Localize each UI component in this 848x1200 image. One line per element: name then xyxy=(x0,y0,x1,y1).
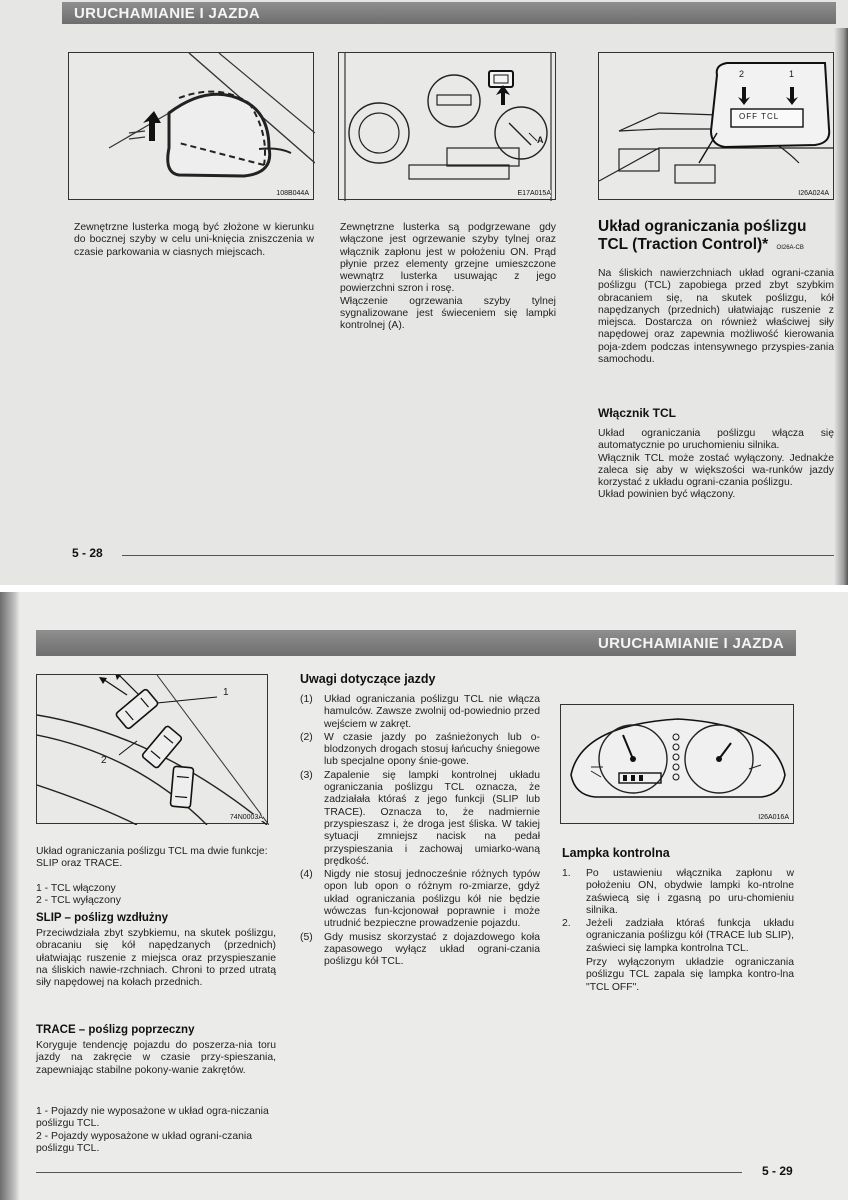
indicator-lamp-list xyxy=(562,868,794,994)
note-number: (4) xyxy=(300,869,313,881)
note-item xyxy=(300,869,540,930)
slip-text xyxy=(36,928,276,989)
label-1: 1 xyxy=(223,687,229,698)
note-text: Gdy musisz skorzystać z dojazdowego koła zapasowego wyłącz układ ograni-czania poślizgu kół TCL. xyxy=(324,931,540,968)
note-number: (2) xyxy=(300,731,313,743)
label-2: 2 xyxy=(101,755,107,766)
figure-folded-mirror xyxy=(68,52,314,200)
paragraph: Zewnętrzne lusterka mogą być złożone w kierunku do bocznej szyby w celu uni-knięcia zniszczenia w czasie parkowania w ciasnych miejscach. xyxy=(74,222,314,258)
paragraph: Koryguje tendencję pojazdu do poszerza-nia toru jazdy na zakręcie w czasie przy-spieszania, zapewniając stabilne pokony-wanie zakrętów. xyxy=(36,1040,276,1076)
list-item: 2 - TCL wyłączony xyxy=(36,894,121,906)
label-1: 1 xyxy=(789,69,795,79)
footer-rule xyxy=(122,555,834,556)
note-item xyxy=(300,694,540,731)
column-2-text xyxy=(340,222,556,333)
subsection-title-driving-notes: Uwagi dotyczące jazdy xyxy=(300,672,436,686)
lamp-item-number: 1. xyxy=(562,868,571,879)
subsection-title-trace: TRACE – poślizg poprzeczny xyxy=(36,1024,195,1036)
trace-text xyxy=(36,1040,276,1077)
footer-rule xyxy=(36,1172,742,1173)
lamp-item-text: Po ustawieniu włącznika zapłonu w położeniu ON, obydwie lampki ko-ntrolne zaświecą się i zgasną po uru-chomieniu silnika. xyxy=(586,868,794,916)
paragraph: Włącznik TCL może zostać wyłączony. Jednakże zaleca się aby w większości wa-runków jazdy korzystać z układu ograni-czania poślizgu. xyxy=(598,452,834,489)
note-item xyxy=(300,932,540,969)
lamp-item-text: Jeżeli zadziała któraś funkcja układu ograniczania poślizgu kół (TRACE lub SLIP), zaświeci się lampka kontrolna TCL. xyxy=(586,918,794,954)
note-number: (3) xyxy=(300,769,313,781)
tcl-switch-label: OFF TCL xyxy=(739,112,780,121)
column-3-sub-text xyxy=(598,428,834,502)
paragraph: Włączenie ogrzewania szyby tylnej sygnalizowane jest świeceniem się lampki kontrolnej (A). xyxy=(340,295,556,332)
trace-list xyxy=(36,1106,276,1155)
note-text: Nigdy nie stosuj jednocześnie różnych typów opon lub opon o różnym ro-zmiarze, gdyż układ ograniczania poślizgu kół nie będzie wówczas fun-kcjonował poprawnie i może utrudnić bezpieczne prowadzenie pojazdu. xyxy=(324,869,540,930)
figure-tcl-switch xyxy=(598,52,834,200)
page-gap xyxy=(0,585,848,592)
note-item xyxy=(300,770,540,868)
list-item: 1 - TCL włączony xyxy=(36,882,116,894)
page-edge-shadow xyxy=(834,28,848,585)
page-number: 5 - 29 xyxy=(762,1164,793,1178)
page-number: 5 - 28 xyxy=(72,546,103,560)
subsection-title-slip: SLIP – poślizg wzdłużny xyxy=(36,912,169,924)
figure-code: 108B044A xyxy=(276,190,309,197)
figure-code: I26A016A xyxy=(758,814,789,821)
column-3-text xyxy=(598,268,834,366)
section-code: OI26A-CB xyxy=(776,245,804,251)
note-text: Układ ograniczania poślizgu TCL nie włącza hamulców. Zawsze zwolnij od-powiednio przed wejściem w zakręt. xyxy=(324,694,540,730)
page-edge-shadow xyxy=(0,592,20,1200)
note-text: W czasie jazdy po zaśnieżonych lub o-blodzonych drogach stosuj łańcuchy śniegowe lub specjalne opony śnie-gowe. xyxy=(324,731,540,768)
section-header-text: URUCHAMIANIE I JAZDA xyxy=(74,4,260,22)
paragraph: Na śliskich nawierzchniach układ ograni-czania poślizgu (TCL) zapobiega przed zbyt szybkim obracaniem się, na skutek poślizgu, kół napędzanych (przednich) ułatwiając ruszenie z miejsca. Dostarcza on również właściwej siły napędowej oraz zapewnia możliwość kierowania poja-zdem podczas intensywnego przyspies-zania samochodu. xyxy=(598,268,834,366)
section-header xyxy=(36,630,796,656)
note-number: (1) xyxy=(300,694,313,705)
driving-notes-list xyxy=(300,694,540,970)
subsection-title-tcl-switch: Włącznik TCL xyxy=(598,406,677,420)
figure-code: I26A024A xyxy=(798,190,829,197)
section-title-tcl xyxy=(598,218,838,257)
figure-instrument-cluster xyxy=(560,704,794,824)
paragraph: Przy wyłączonym układzie ograniczania poślizgu TCL zapala się lampka kontro-lna "TCL OFF". xyxy=(586,957,794,993)
note-text: Zapalenie się lampki kontrolnej układu ograniczania poślizgu TCL oznacza, że zadziałała któraś z jego funkcji (SLIP lub TRACE). Oznacza to, że nadmiernie przyspieszasz i, że droga jest śliska. W takiej sytuacji zmniejsz nacisk na pedał przyspieszania i zachowaj umiarko-waną prędkość. xyxy=(324,769,540,867)
paragraph: Przeciwdziała zbyt szybkiemu, na skutek poślizgu, obracaniu się kół napędzanych (przednich) ułatwiając ruszenie z miejsca oraz przyspieszanie na śliskich nawie-rzchniach. Chroni to przed utratą siły napędowej na kołach przednich. xyxy=(36,928,276,989)
list-item: 2 - Pojazdy wyposażone w układ ograni-czania poślizgu TCL. xyxy=(36,1130,253,1154)
paragraph: Układ ograniczania poślizgu włącza się automatycznie po uruchomieniu silnika. xyxy=(598,428,834,452)
label-a: A xyxy=(537,135,544,145)
label-2: 2 xyxy=(739,69,745,79)
list-item: 1 - Pojazdy nie wyposażone w układ ogra-niczania poślizgu TCL. xyxy=(36,1106,269,1130)
figure-tcl-cornering xyxy=(36,674,268,824)
figure-code: E17A015A xyxy=(517,190,551,197)
lamp-item-number: 2. xyxy=(562,918,571,930)
column-1-text xyxy=(74,222,314,259)
figure-code: 74N0003A xyxy=(229,814,263,821)
subsection-title-indicator-lamp: Lampka kontrolna xyxy=(562,846,670,860)
section-title-line-1: Układ ograniczania poślizgu xyxy=(598,218,807,235)
figure-rear-defroster-switch xyxy=(338,52,556,200)
section-header xyxy=(62,2,836,24)
manual-page-5-28 xyxy=(0,0,848,585)
note-item xyxy=(300,732,540,769)
paragraph: Układ ograniczania poślizgu TCL ma dwie funkcje: SLIP oraz TRACE. xyxy=(36,846,268,870)
section-title-line-2: TCL (Traction Control)* xyxy=(598,236,769,253)
lamp-item xyxy=(562,868,794,917)
note-number: (5) xyxy=(300,931,313,943)
manual-page-5-29 xyxy=(0,592,848,1200)
paragraph: Zewnętrzne lusterka są podgrzewane gdy włączone jest ogrzewanie szyby tylnej oraz włącznik zapłonu jest w położeniu ON. Prąd płynie przez elementy grzejne umieszczone wewnątrz lusterka usuwając z jego powierzchni szron i rosę. xyxy=(340,222,556,295)
paragraph: Układ powinien być włączony. xyxy=(598,489,736,501)
column-1-text xyxy=(36,846,276,907)
section-header-text: URUCHAMIANIE I JAZDA xyxy=(598,634,784,652)
lamp-item xyxy=(562,918,794,955)
